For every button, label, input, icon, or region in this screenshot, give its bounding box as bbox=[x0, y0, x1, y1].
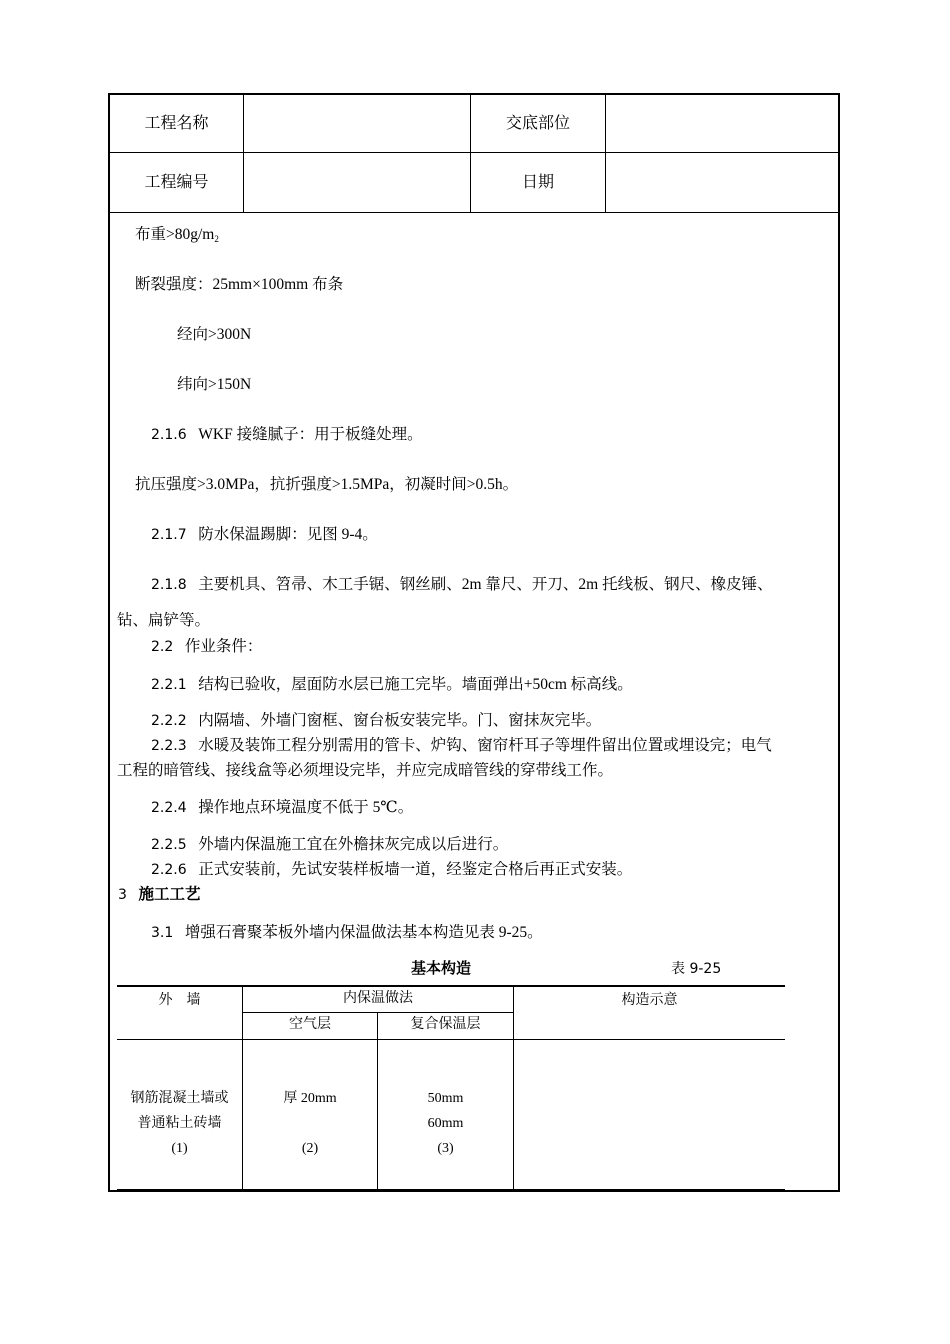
header-vline-2 bbox=[470, 93, 471, 213]
header-divider-2 bbox=[108, 212, 840, 213]
section-number: 2.2.6 bbox=[151, 862, 187, 878]
section-number: 2.1.7 bbox=[151, 527, 187, 543]
table-title: 基本构造 bbox=[411, 961, 472, 977]
section-number: 2.1.8 bbox=[151, 577, 187, 593]
cloth-weight: 布重$>80g/m_2$ bbox=[135, 226, 219, 244]
cloth-weight-subscript: 2 bbox=[214, 234, 219, 244]
row1-air-no: (2) bbox=[301, 1141, 319, 1156]
section-number: 2.2.3 bbox=[151, 738, 187, 754]
weft-strength: 纬向>150N bbox=[177, 376, 252, 393]
section-number: 3.1 bbox=[151, 925, 174, 941]
row1-composite-line2: 60mm bbox=[427, 1116, 464, 1131]
location-label: 交底部位 bbox=[505, 115, 570, 132]
table-bottom-line bbox=[117, 1189, 785, 1191]
table-header-composite: 复合保温层 bbox=[410, 1017, 481, 1032]
section-2-1-8: 2.1.8 主要机具、笤帚、木工手锯、钢丝刷、2m 靠尺、开刀、2m 托线板、钢尺、橡皮锤、 bbox=[151, 576, 773, 593]
section-3-1: 3.1 增强石膏聚苯板外墙内保温做法基本构造见表 9-25。 bbox=[151, 924, 543, 941]
section-number: 2.2 bbox=[151, 639, 174, 655]
section-2-2-5: 2.2.5 外墙内保温施工宜在外檐抹灰完成以后进行。 bbox=[151, 836, 509, 853]
section-3: 3 施工工艺 bbox=[118, 886, 201, 903]
project-no-label: 工程编号 bbox=[144, 174, 209, 191]
break-strength: 断裂强度：25mm×100mm 布条 bbox=[135, 276, 344, 293]
section-2-1-8-cont: 钻、扁铲等。 bbox=[117, 612, 211, 629]
row1-air-layer: 厚 20mm bbox=[283, 1091, 337, 1106]
header-vline-1 bbox=[243, 93, 244, 213]
header-vline-3 bbox=[605, 93, 606, 213]
row1-composite-line1: 50mm bbox=[427, 1091, 464, 1106]
header-divider-1 bbox=[108, 152, 840, 153]
table-number: 表 9-25 bbox=[671, 961, 722, 977]
warp-strength: 经向>300N bbox=[177, 326, 252, 343]
section-2-2-1: 2.2.1 结构已验收，屋面防水层已施工完毕。墙面弹出+50cm 标高线。 bbox=[151, 676, 633, 693]
section-2-2-2: 2.2.2 内隔墙、外墙门窗框、窗台板安装完毕。门、窗抹灰完毕。 bbox=[151, 712, 602, 729]
row1-wall-line2: 普通粘土砖墙 bbox=[137, 1116, 222, 1131]
table-header-air-layer: 空气层 bbox=[289, 1017, 331, 1032]
table-header-inner-method: 内保温做法 bbox=[343, 991, 413, 1006]
project-name-label: 工程名称 bbox=[144, 115, 209, 132]
table-header-diagram: 构造示意 bbox=[621, 993, 678, 1008]
table-header-outer-wall: 外 墙 bbox=[158, 993, 201, 1008]
section-2-2-3-cont: 工程的暗管线、接线盒等必须埋设完毕，并应完成暗管线的穿带线工作。 bbox=[117, 762, 614, 779]
section-number: 2.2.5 bbox=[151, 837, 187, 853]
table-vline-3 bbox=[513, 986, 514, 1190]
section-2-2-3: 2.2.3 水暖及装饰工程分别需用的管卡、炉钩、窗帘杆耳子等埋件留出位置或埋设完；电气 bbox=[151, 737, 772, 754]
section-number: 2.2.1 bbox=[151, 677, 187, 693]
section-2-1-6-detail: 抗压强度>3.0MPa，抗折强度>1.5MPa，初凝时间>0.5h。 bbox=[135, 476, 519, 493]
row1-wall-line1: 钢筋混凝土墙或 bbox=[130, 1091, 229, 1106]
row1-composite-no: (3) bbox=[437, 1141, 454, 1156]
table-header-bottom-line bbox=[117, 1039, 785, 1040]
section-number: 2.2.2 bbox=[151, 713, 187, 729]
section-number: 2.1.6 bbox=[151, 427, 187, 443]
section-number: 3 bbox=[118, 887, 127, 903]
section-2-2-6: 2.2.6 正式安装前，先试安装样板墙一道，经鉴定合格后再正式安装。 bbox=[151, 861, 633, 878]
section-number: 2.2.4 bbox=[151, 800, 187, 816]
section-2-1-7: 2.1.7 防水保温踢脚：见图 9-4。 bbox=[151, 526, 378, 543]
section-2-2: 2.2 作业条件： bbox=[151, 638, 263, 655]
date-label: 日期 bbox=[521, 174, 554, 191]
section-2-2-4: 2.2.4 操作地点环境温度不低于 5℃。 bbox=[151, 799, 414, 816]
section-2-1-6: 2.1.6 WKF 接缝腻子：用于板缝处理。 bbox=[151, 426, 423, 443]
row1-wall-no: (1) bbox=[171, 1141, 188, 1156]
